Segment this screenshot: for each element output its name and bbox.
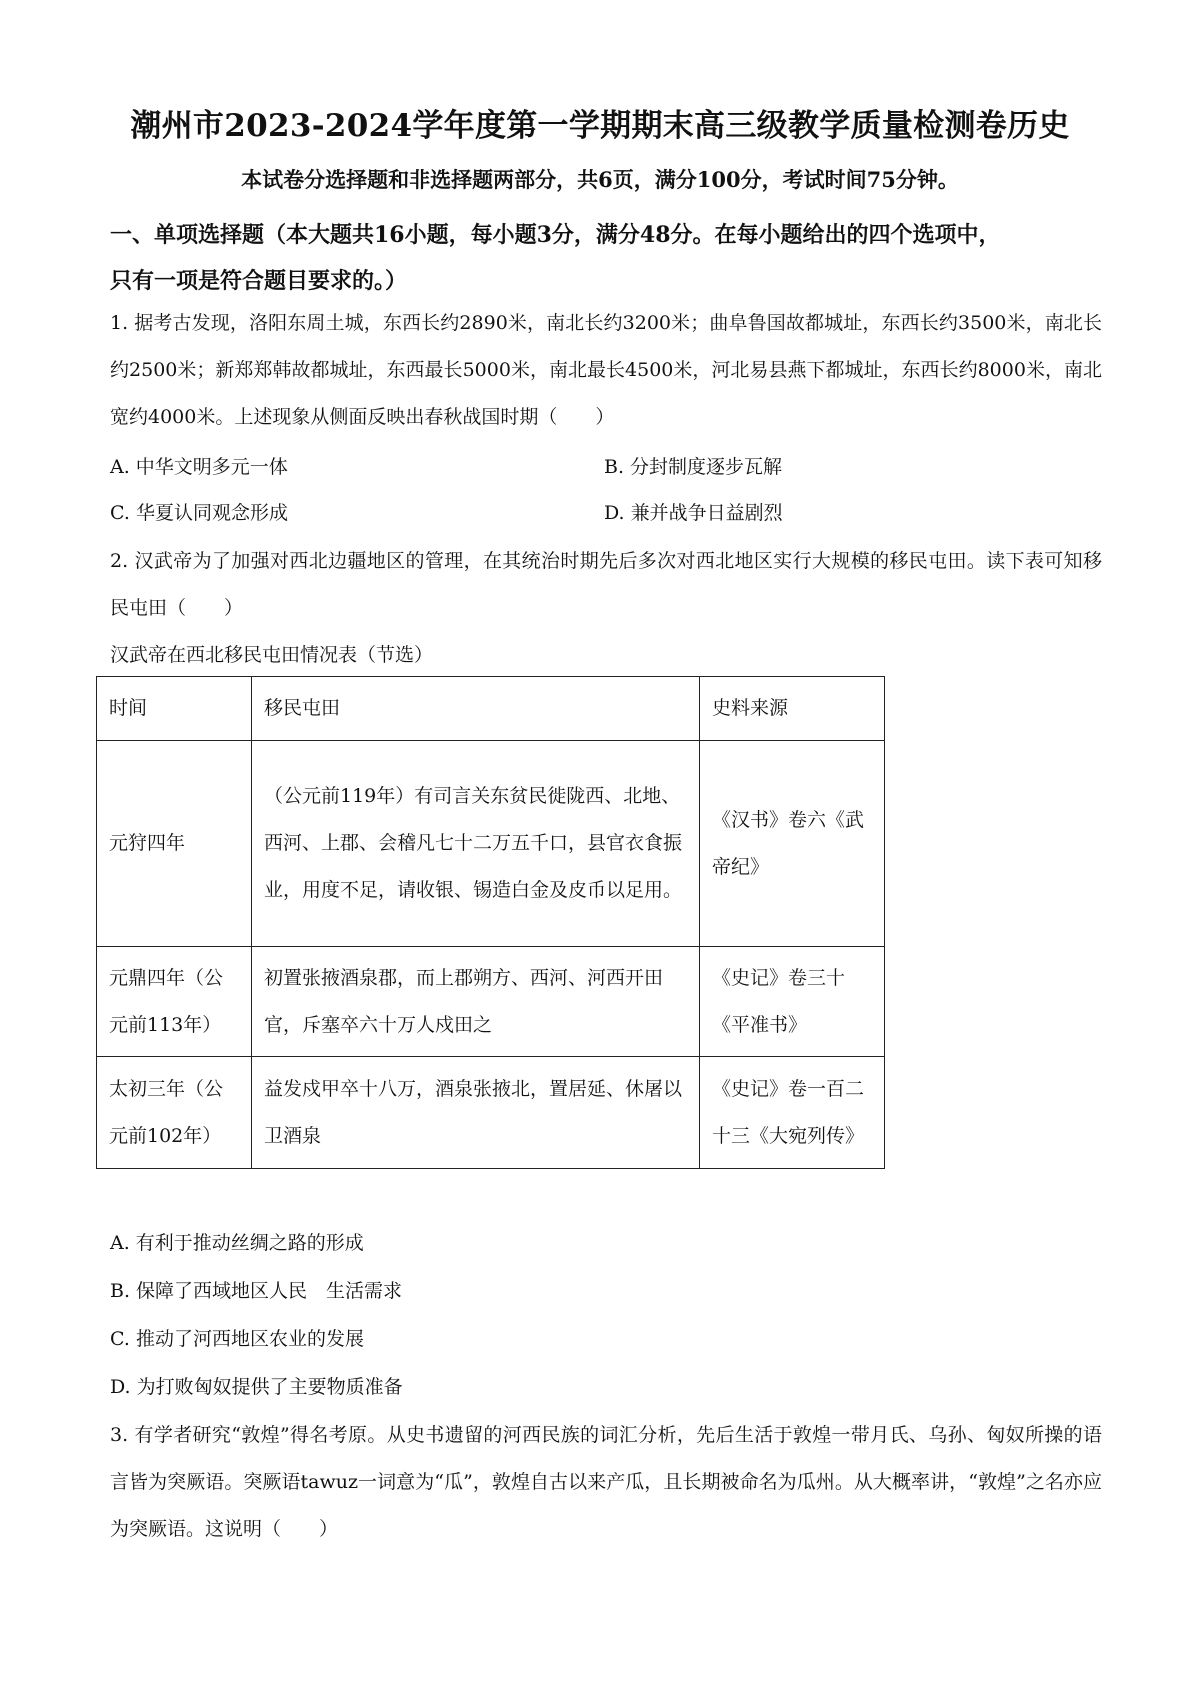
header-cell-time: 时间 [97,677,252,741]
question-2-stem: 2. 汉武帝为了加强对西北边疆地区的管理，在其统治时期先后多次对西北地区实行大规模的移民屯田。读下表可知移民屯田（ ） [110,550,1102,619]
table-cell-time: 元狩四年 [97,741,252,947]
header-cell-migration: 移民屯田 [252,677,700,741]
page-title: 潮州市2023-2024学年度第一学期期末高三级教学质量检测卷历史 [130,108,1070,144]
table-row [97,947,885,1057]
table-row [97,1057,885,1169]
question-1-option-c[interactable]: C. 华夏认同观念形成 [110,502,288,524]
section-heading [110,212,1110,304]
table-header-row [97,677,885,741]
question-3-stem: 3. 有学者研究“敦煌”得名考原。从史书遗留的河西民族的词汇分析，先后生活于敦煌一带月氏、乌孙、匈奴所操的语言皆为突厥语。突厥语tawuz一词意为“瓜”，敦煌自古以来产瓜，且长期被命名为瓜州。从大概率讲，“敦煌”之名亦应为突厥语。这说明（ ） [110,1424,1102,1540]
table-caption: 汉武帝在西北移民屯田情况表（节选） [110,644,434,666]
table-cell-time: 太初三年（公元前102年） [97,1057,252,1169]
exam-instructions: 本试卷分选择题和非选择题两部分，共6页，满分100分，考试时间75分钟。 [241,167,959,192]
section-heading-line-2: 只有一项是符合题目要求的。） [110,268,408,294]
table-cell-migration: 初置张掖酒泉郡，而上郡朔方、西河、河西开田官，斥塞卒六十万人戍田之 [252,947,700,1057]
section-heading-line-1: 一、单项选择题（本大题共16小题，每小题3分，满分48分。在每小题给出的四个选项中， [110,222,1001,248]
question-2-option-d[interactable]: D. 为打败匈奴提供了主要物质准备 [110,1376,403,1398]
question-2-option-a[interactable]: A. 有利于推动丝绸之路的形成 [110,1232,364,1254]
migration-table [96,676,885,1169]
question-1-option-d[interactable]: D. 兼并战争日益剧烈 [604,502,783,524]
table-row [97,741,885,947]
question-2-option-b[interactable]: B. 保障了西域地区人民 生活需求 [110,1280,403,1302]
question-1-stem: 1. 据考古发现，洛阳东周土城，东西长约2890米，南北长约3200米；曲阜鲁国故都城址，东西长约3500米，南北长约2500米；新郑郑韩故都城址，东西最长5000米，南北最长4500米，河北易县燕下都城址，东西长约8000米，南北宽约4000米。上述现象从侧面反映出春秋战国时期（ ） [110,312,1102,428]
question-1-option-b[interactable]: B. 分封制度逐步瓦解 [604,456,783,478]
table-cell-migration: 益发戍甲卒十八万，酒泉张掖北，置居延、休屠以卫酒泉 [252,1057,700,1169]
table-cell-source: 《史记》卷三十《平准书》 [700,947,885,1057]
table-cell-time: 元鼎四年（公元前113年） [97,947,252,1057]
table-cell-source: 《汉书》卷六《武帝纪》 [700,741,885,947]
header-cell-source: 史料来源 [700,677,885,741]
question-1-option-a[interactable]: A. 中华文明多元一体 [110,456,288,478]
table-cell-migration: （公元前119年）有司言关东贫民徙陇西、北地、西河、上郡、会稽凡七十二万五千口，县官衣食振业，用度不足，请收银、锡造白金及皮币以足用。 [252,741,700,947]
table-cell-source: 《史记》卷一百二十三《大宛列传》 [700,1057,885,1169]
question-2-option-c[interactable]: C. 推动了河西地区农业的发展 [110,1328,364,1350]
